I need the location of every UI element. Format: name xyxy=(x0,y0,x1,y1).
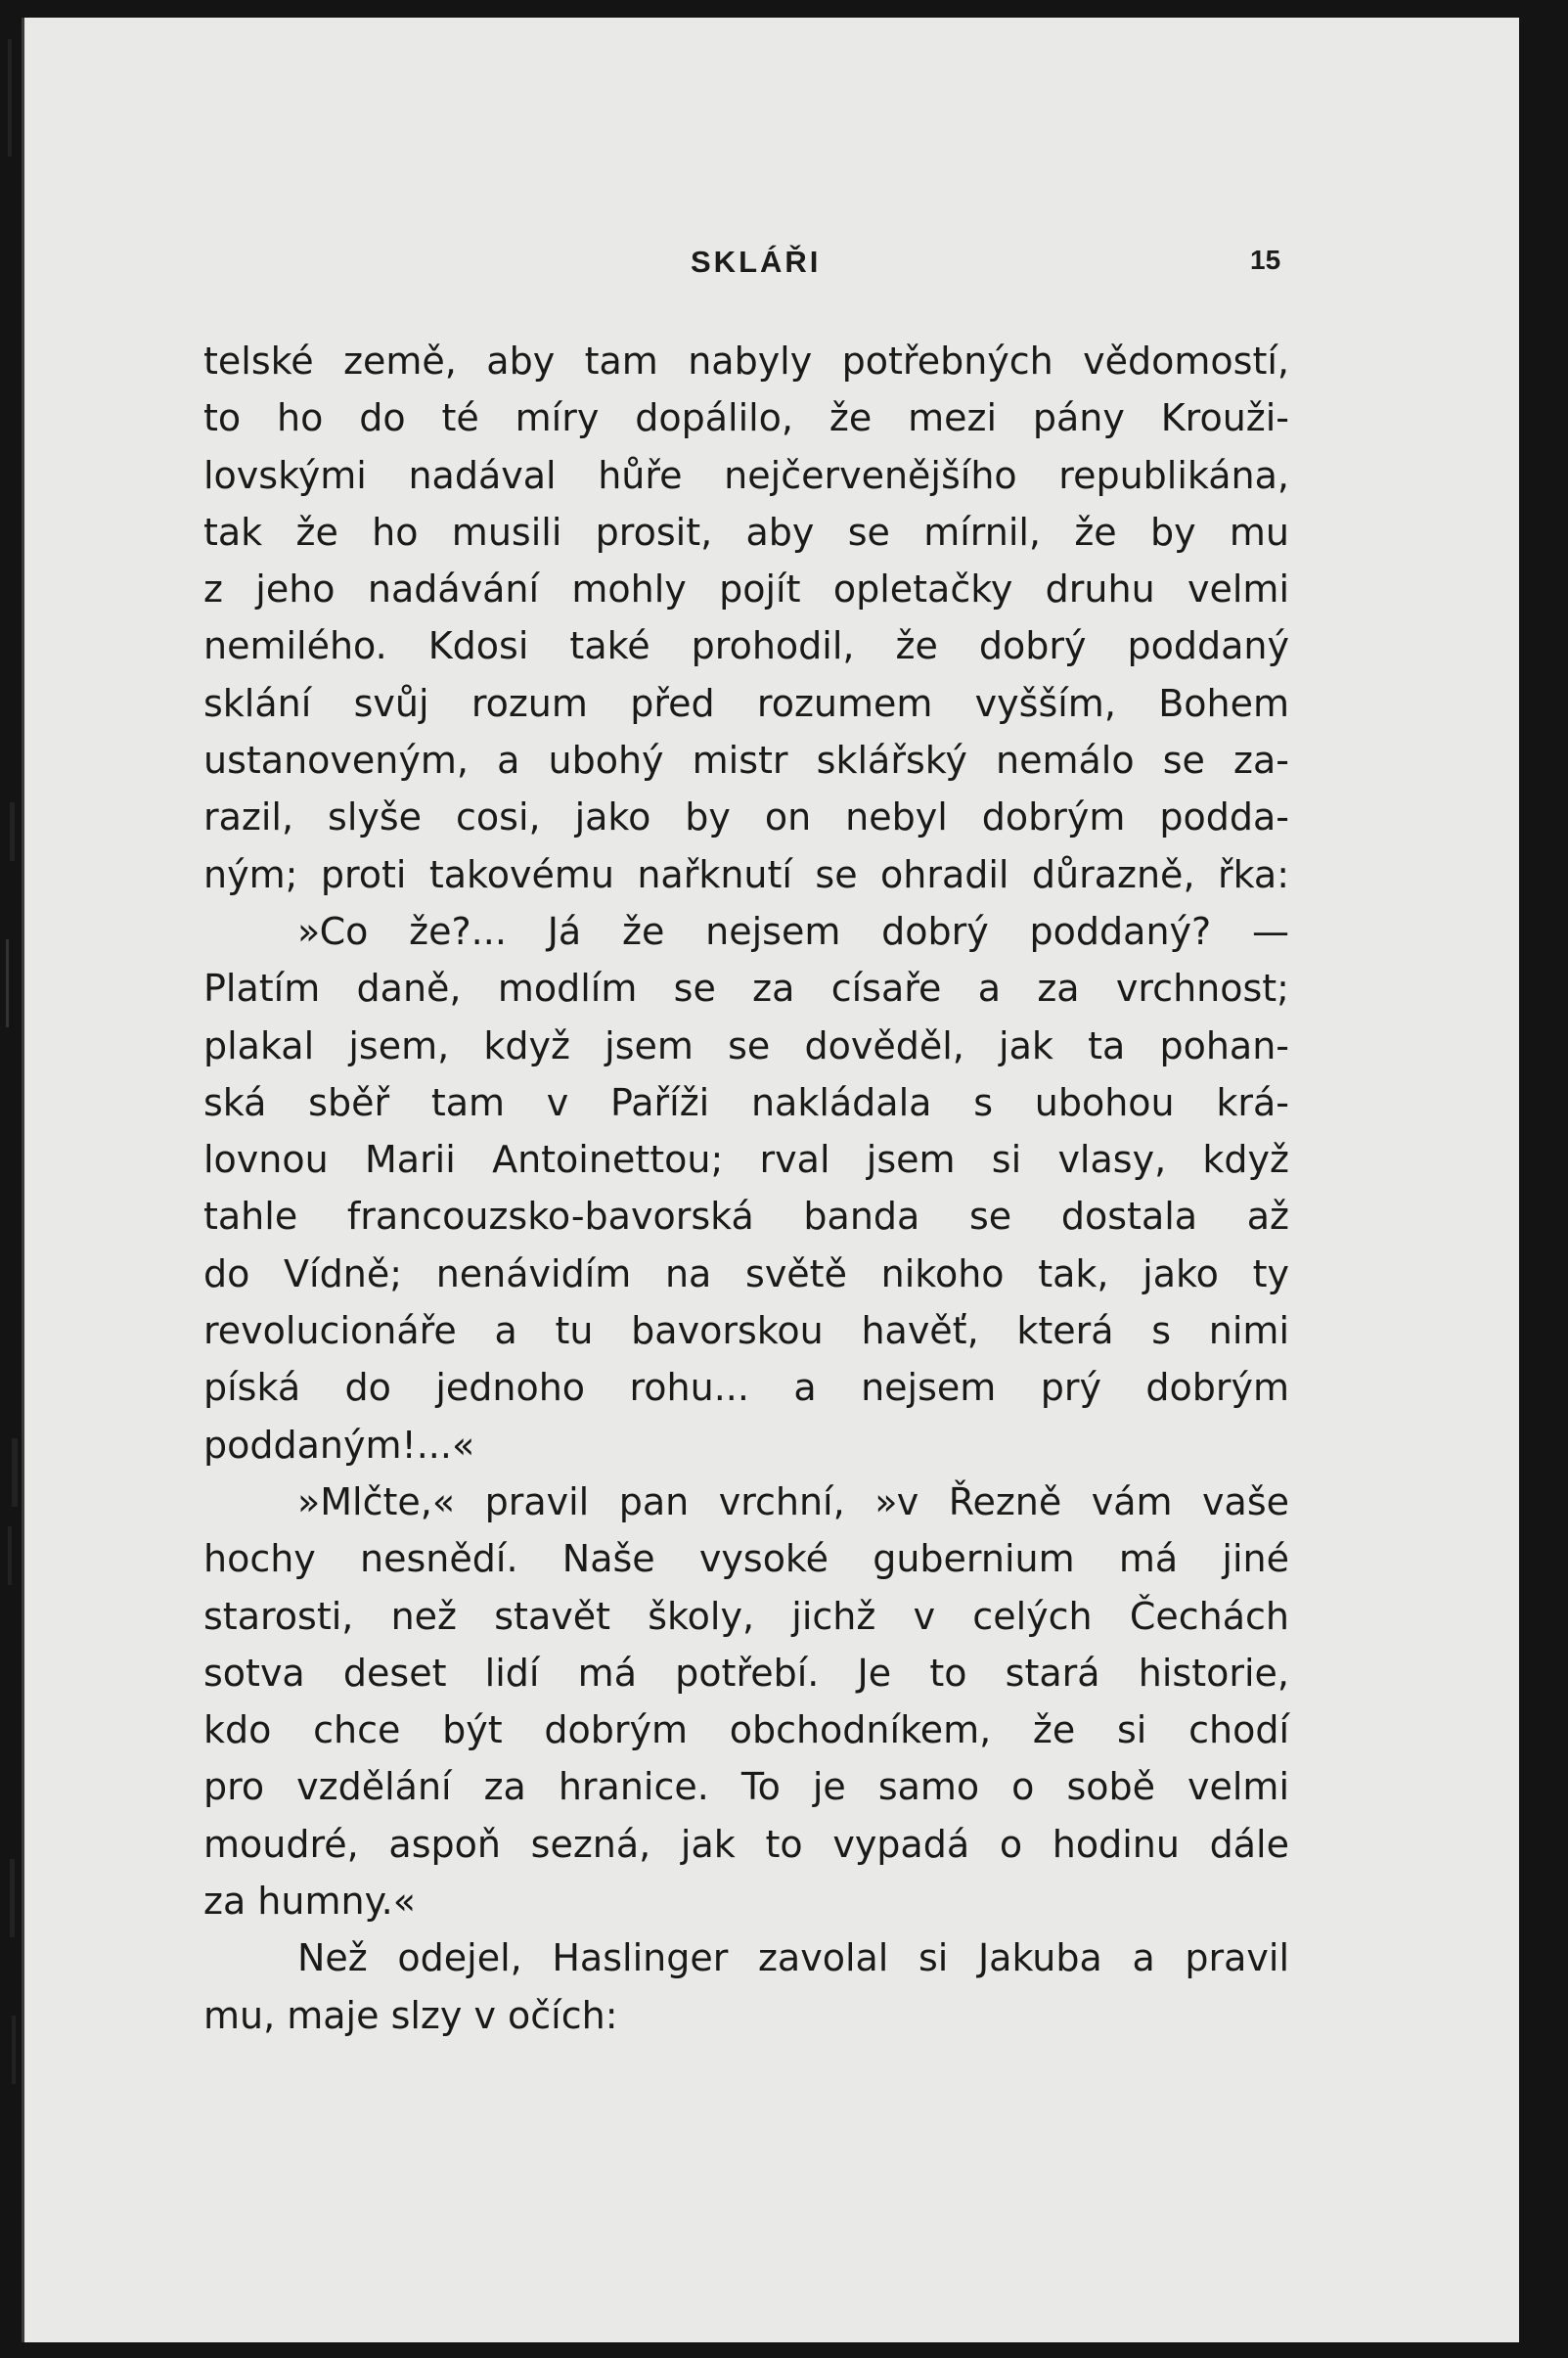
text-line: sotva deset lidí má potřebí. Je to stará historie, xyxy=(203,1651,1289,1695)
body-text xyxy=(203,333,1289,2044)
text-line: lovskými nadával hůře nejčervenějšího republikána, xyxy=(203,453,1289,497)
running-title: SKLÁŘI xyxy=(691,245,822,279)
text-line: Než odejel, Haslinger zavolal si Jakuba a pravil xyxy=(297,1936,1289,1980)
running-head xyxy=(0,245,1568,284)
text-line: lovnou Marii Antoinettou; rval jsem si vlasy, když xyxy=(203,1138,1289,1182)
page-number: 15 xyxy=(1250,245,1281,275)
text-line: nemilého. Kdosi také prohodil, že dobrý poddaný xyxy=(203,624,1289,668)
text-line: z jeho nadávání mohly pojít opletačky druhu velmi xyxy=(203,567,1289,612)
text-line: razil, slyše cosi, jako by on nebyl dobrým podda- xyxy=(203,795,1289,839)
text-line: ustanoveným, a ubohý mistr sklářský nemálo se za- xyxy=(203,739,1289,783)
text-line: pro vzdělání za hranice. To je samo o sobě velmi xyxy=(203,1765,1289,1809)
text-line: »Mlčte,« pravil pan vrchní, »v Řezně vám vaše xyxy=(297,1479,1289,1523)
text-line: Platím daně, modlím se za císaře a za vrchnost; xyxy=(203,967,1289,1011)
text-line: plakal jsem, když jsem se dověděl, jak ta pohan- xyxy=(203,1023,1289,1067)
binding-edge-marks xyxy=(0,0,39,2358)
text-line: do Vídně; nenávidím na světě nikoho tak, jako ty xyxy=(203,1251,1289,1295)
text-line: ným; proti takovému nařknutí se ohradil důrazně, řka: xyxy=(203,852,1289,896)
text-line: revolucionáře a tu bavorskou havěť, která s nimi xyxy=(203,1309,1289,1353)
text-line: píská do jednoho rohu... a nejsem prý dobrým xyxy=(203,1366,1289,1410)
text-line: hochy nesnědí. Naše vysoké gubernium má jiné xyxy=(203,1537,1289,1581)
text-line: kdo chce být dobrým obchodníkem, že si chodí xyxy=(203,1708,1289,1752)
text-line: telské země, aby tam nabyly potřebných vědomostí, xyxy=(203,340,1289,383)
text-line: za humny.« xyxy=(203,1880,416,1924)
text-line: starosti, než stavět školy, jichž v celých Čechách xyxy=(203,1594,1289,1638)
text-line: to ho do té míry dopálilo, že mezi pány Krouži- xyxy=(203,396,1289,440)
text-line: mu, maje slzy v očích: xyxy=(203,1993,618,2037)
text-line: ská sběř tam v Paříži nakládala s ubohou krá- xyxy=(203,1080,1289,1124)
text-line: »Co že?... Já že nejsem dobrý poddaný? — xyxy=(297,909,1289,953)
text-line: sklání svůj rozum před rozumem vyšším, Bohem xyxy=(203,681,1289,725)
text-line: poddaným!...« xyxy=(203,1423,475,1467)
text-line: tahle francouzsko-bavorská banda se dostala až xyxy=(203,1195,1289,1239)
text-line: tak že ho musili prosit, aby se mírnil, že by mu xyxy=(203,510,1289,554)
text-line: moudré, aspoň sezná, jak to vypadá o hodinu dále xyxy=(203,1822,1289,1866)
